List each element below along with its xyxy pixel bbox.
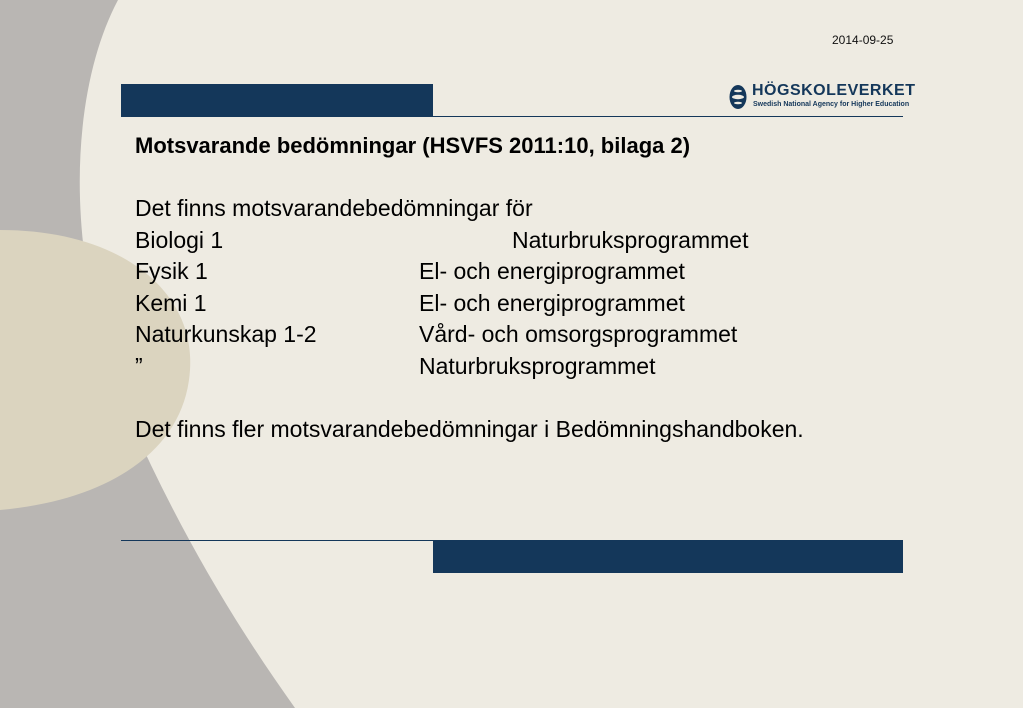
subject-label: Fysik 1 — [135, 258, 208, 284]
header-rule — [433, 116, 903, 117]
list-item — [135, 256, 915, 288]
list-item — [135, 225, 915, 257]
footer-rule — [121, 540, 433, 541]
program-label: Naturbruksprogrammet — [419, 352, 656, 379]
hogskoleverket-logo — [729, 82, 916, 114]
subject-label: Biologi 1 — [135, 226, 224, 253]
header-accent-bar — [121, 84, 433, 117]
list-item — [135, 288, 915, 320]
globe-icon — [729, 84, 747, 110]
list-item — [135, 351, 915, 383]
logo-subtitle: Swedish National Agency for Higher Education — [753, 101, 910, 108]
slide-heading: Motsvarande bedömningar (HSVFS 2011:10, bilaga 2) — [135, 133, 691, 158]
footer-accent-bar — [433, 540, 903, 573]
subject-label: Naturkunskap 1-2 — [135, 321, 317, 347]
program-label: Vård- och omsorgsprogrammet — [419, 321, 738, 347]
program-label: El- och energiprogrammet — [419, 289, 685, 316]
logo-name: HÖGSKOLEVERKET — [752, 82, 916, 99]
subject-label: ” — [135, 352, 143, 379]
program-label: Naturbruksprogrammet — [512, 226, 749, 253]
list-item — [135, 319, 915, 351]
subject-label: Kemi 1 — [135, 289, 207, 316]
spacer — [135, 382, 915, 414]
slide-content — [135, 130, 915, 445]
program-label: El- och energiprogrammet — [419, 258, 685, 284]
intro-text: Det finns motsvarandebedömningar för — [135, 195, 533, 221]
footer-text: Det finns fler motsvarandebedömningar i Bedömningshandboken. — [135, 415, 804, 442]
slide-date: 2014-09-25 — [832, 33, 894, 47]
spacer — [135, 162, 915, 194]
